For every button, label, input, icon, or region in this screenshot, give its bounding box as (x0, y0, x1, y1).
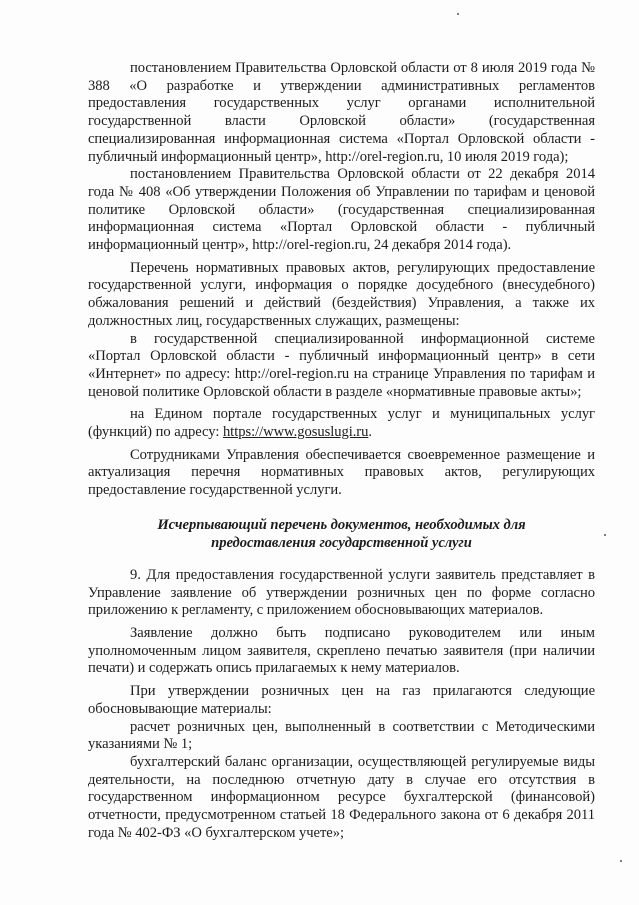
portal-text: на Едином портале государственных услуг и муниципальных услуг (функций) по адресу: (88, 406, 595, 441)
heading-line: Исчерпывающий перечень документов, необходимых для (157, 516, 526, 533)
gosuslugi-link[interactable]: https://www.gosuslugi.ru (222, 424, 369, 441)
paragraph: расчет розничных цен, выполненный в соответствии с Методическими указаниями № 1; (88, 718, 595, 753)
paragraph: постановлением Правительства Орловской области от 8 июля 2019 года № 388 «О разработке и утверждении административных регламентов предоставления государственных услуг органами исполнительной государственной власти Орловской области» (государственная специализированная информационная система «Портал Орловской области - публичный информационный центр», http://orel-region.ru, 10 июля 2019 года); (88, 60, 595, 165)
scan-speck (457, 13, 459, 15)
paragraph: Сотрудниками Управления обеспечивается своевременное размещение и актуализация перечня нормативных правовых актов, регулирующих предоставление государственной услуги. (88, 446, 595, 499)
portal-end: . (368, 424, 372, 441)
paragraph: Заявление должно быть подписано руководителем или иным уполномоченным лицом заявителя, скреплено печатью заявителя (при наличии печати) и содержать опись прилагаемых к нему материалов. (88, 624, 595, 677)
section-heading (88, 516, 595, 552)
paragraph: 9. Для предоставления государственной услуги заявитель представляет в Управление заявление об утверждении розничных цен по форме согласно приложению к регламенту, с приложением обосновывающих материалов. (88, 566, 595, 619)
paragraph: постановлением Правительства Орловской области от 22 декабря 2014 года № 408 «Об утверждении Положения об Управлении по тарифам и ценовой политике Орловской области» (государственная специализированная информационная система «Портал Орловской области - публичный информационный центр», http://orel-region.ru, 24 декабря 2014 года). (88, 166, 595, 254)
document-body (88, 60, 595, 842)
heading-line: предоставления государственной услуги (211, 534, 472, 551)
paragraph-portal (88, 406, 595, 441)
scan-speck (604, 534, 606, 536)
paragraph: Перечень нормативных правовых актов, регулирующих предоставление государственной услуги, информация о порядке досудебного (внесудебного) обжалования решений и действий (бездействия) Управления, а также их должностных лиц, государственных служащих, размещены: (88, 259, 595, 329)
paragraph: в государственной специализированной информационной системе «Портал Орловской области - публичный информационный центр» в сети «Интернет» по адресу: http://orel-region.ru на странице Управления по тарифам и ценовой политике Орловской области в разделе «нормативные правовые акты»; (88, 330, 595, 400)
paragraph: При утверждении розничных цен на газ прилагаются следующие обосновывающие материалы: (88, 683, 595, 717)
scan-speck (620, 860, 622, 862)
paragraph: бухгалтерский баланс организации, осуществляющей регулируемые виды деятельности, на последнюю отчетную дату в случае его отсутствия в государственном информационном ресурсе бухгалтерской (финансовой) отчетности, предусмотренном статьей 18 Федерального закона от 6 декабря 2011 года № 402-ФЗ «О бухгалтерском учете»; (88, 753, 595, 841)
